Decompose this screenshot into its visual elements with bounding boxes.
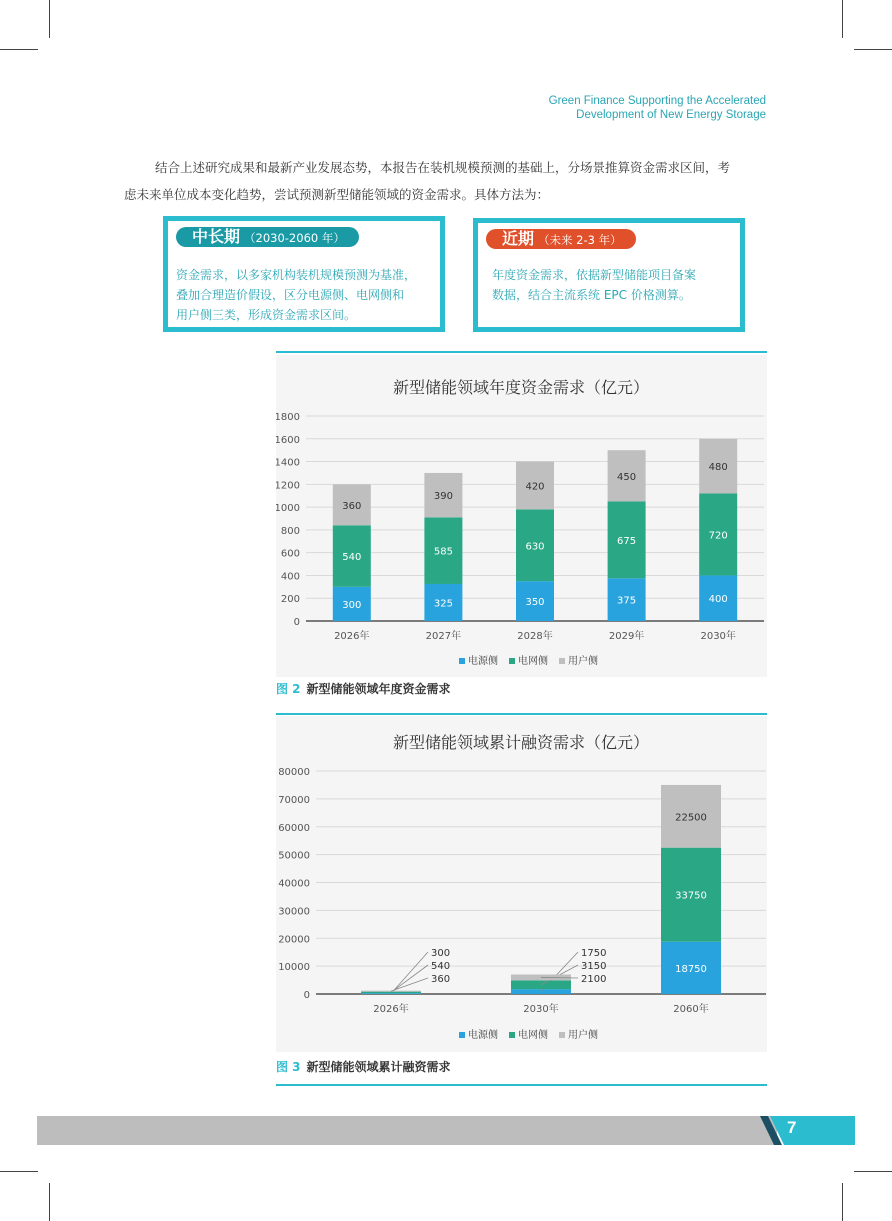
data-label: 390 — [433, 491, 453, 503]
figure-2-bottom-rule — [276, 713, 767, 715]
cumulative-financing-chart — [276, 716, 767, 1052]
data-label: 480 — [708, 462, 728, 474]
long-term-tag-period: （2030-2060 年） — [244, 231, 345, 245]
x-tick-label: 2028年 — [517, 631, 553, 642]
figure-3-title: 新型储能领域累计融资需求 — [306, 1060, 451, 1074]
legend-swatch — [459, 1032, 465, 1038]
leader-line — [391, 952, 428, 994]
running-header — [549, 94, 766, 122]
data-label: 675 — [617, 535, 637, 547]
data-label: 325 — [433, 598, 453, 610]
data-label: 300 — [431, 948, 451, 959]
crop-mark — [854, 1171, 892, 1172]
y-tick-label: 1600 — [276, 434, 300, 446]
legend-label: 用户侧 — [568, 656, 598, 667]
y-tick-label: 400 — [280, 571, 300, 583]
legend-swatch — [559, 658, 565, 664]
long-term-tag — [176, 227, 359, 247]
y-tick-label: 1200 — [276, 480, 300, 492]
data-label: 375 — [617, 595, 637, 607]
long-term-box — [163, 216, 445, 332]
chart-title: 新型储能领域累计融资需求（亿元） — [392, 733, 650, 752]
data-label: 420 — [525, 481, 545, 493]
leader-line — [391, 978, 428, 991]
x-tick-label: 2029年 — [608, 631, 645, 642]
long-term-text-line: 叠加合理造价假设，区分电源侧、电网侧和 — [176, 288, 405, 302]
leader-line — [391, 965, 428, 992]
intro-line-1: 结合上述研究成果和最新产业发展态势，本报告在装机规模预测的基础上，分场景推算资金需求区间，考 — [155, 160, 731, 175]
near-term-text-line: 数据，结合主流系统 EPC 价格测算。 — [492, 288, 691, 302]
legend-label: 电源侧 — [468, 656, 498, 667]
crop-mark — [49, 0, 50, 38]
near-term-tag-title: 近期 — [502, 229, 535, 248]
y-tick-label: 30000 — [278, 906, 310, 918]
data-label: 33750 — [675, 890, 707, 902]
y-tick-label: 0 — [303, 990, 310, 1001]
data-label: 450 — [617, 471, 637, 483]
y-tick-label: 200 — [280, 594, 300, 606]
long-term-text-line: 用户侧三类，形成资金需求区间。 — [176, 308, 357, 322]
y-tick-label: 50000 — [278, 850, 310, 862]
y-tick-label: 60000 — [278, 822, 310, 834]
figure-3-caption — [276, 1058, 451, 1075]
figure-2-chart-area — [276, 355, 767, 677]
intro-line-2: 虑未来单位成本变化趋势，尝试预测新型储能领域的资金需求。具体方法为： — [124, 187, 550, 202]
crop-mark — [49, 1183, 50, 1221]
legend-label: 电网侧 — [518, 656, 548, 667]
x-tick-label: 2026年 — [334, 631, 370, 642]
x-tick-label: 2030年 — [523, 1004, 559, 1015]
figure-3-chart-area — [276, 716, 767, 1052]
long-term-tag-title: 中长期 — [192, 227, 241, 246]
figure-2-number: 图 2 — [276, 682, 301, 696]
data-label: 720 — [708, 530, 728, 542]
y-tick-label: 600 — [280, 548, 300, 560]
data-label: 2100 — [581, 974, 607, 985]
legend-label: 电网侧 — [518, 1030, 548, 1041]
y-tick-label: 80000 — [278, 767, 310, 778]
x-tick-label: 2027年 — [425, 631, 462, 642]
footer-bar — [37, 1116, 777, 1145]
y-tick-label: 10000 — [278, 962, 310, 974]
crop-mark — [842, 1183, 843, 1221]
y-tick-label: 800 — [280, 525, 300, 537]
near-term-tag — [486, 229, 636, 249]
figure-2-caption — [276, 680, 451, 697]
near-term-text — [492, 265, 742, 305]
legend-swatch — [509, 1032, 515, 1038]
y-tick-label: 70000 — [278, 794, 310, 806]
y-tick-label: 1800 — [276, 412, 300, 423]
legend-swatch — [459, 658, 465, 664]
long-term-text — [176, 265, 438, 325]
data-label: 540 — [342, 552, 362, 564]
intro-paragraph — [124, 154, 770, 208]
figure-3-bottom-rule — [276, 1084, 767, 1086]
y-tick-label: 1400 — [276, 457, 300, 469]
y-tick-label: 0 — [293, 617, 300, 628]
data-label: 630 — [525, 541, 545, 553]
crop-mark — [0, 1171, 38, 1172]
running-header-line2: Development of New Energy Storage — [576, 109, 766, 121]
page-number: 7 — [787, 1118, 797, 1137]
near-term-text-line: 年度资金需求，依据新型储能项目备案 — [492, 268, 697, 282]
data-label: 360 — [431, 974, 451, 985]
legend-label: 电源侧 — [468, 1030, 498, 1041]
data-label: 350 — [525, 597, 545, 609]
legend-swatch — [509, 658, 515, 664]
figure-2-top-rule — [276, 351, 767, 353]
legend-label: 用户侧 — [568, 1030, 598, 1041]
long-term-text-line: 资金需求，以多家机构装机规模预测为基准， — [176, 268, 417, 282]
chart-title: 新型储能领域年度资金需求（亿元） — [392, 378, 650, 397]
x-tick-label: 2026年 — [373, 1004, 409, 1015]
data-label: 360 — [342, 500, 362, 512]
x-tick-label: 2030年 — [700, 631, 736, 642]
crop-mark — [0, 49, 38, 50]
x-tick-label: 2060年 — [673, 1004, 709, 1015]
data-label: 3150 — [581, 961, 607, 972]
near-term-box — [473, 218, 745, 332]
legend-swatch — [559, 1032, 565, 1038]
data-label: 540 — [431, 961, 451, 972]
page-number-tab — [760, 1116, 855, 1145]
y-tick-label: 40000 — [278, 878, 310, 890]
running-header-line1: Green Finance Supporting the Accelerated — [548, 95, 766, 107]
data-label: 585 — [433, 546, 453, 558]
y-tick-label: 1000 — [276, 503, 300, 515]
figure-3-number: 图 3 — [276, 1060, 301, 1074]
data-label: 22500 — [675, 812, 707, 824]
y-tick-label: 20000 — [278, 934, 310, 946]
crop-mark — [842, 0, 843, 38]
data-label: 1750 — [581, 948, 607, 959]
figure-2-title: 新型储能领域年度资金需求 — [306, 682, 451, 696]
crop-mark — [854, 49, 892, 50]
data-label: 300 — [342, 599, 362, 611]
annual-funding-chart — [276, 355, 767, 677]
data-label: 400 — [708, 594, 728, 606]
data-label: 18750 — [675, 963, 707, 975]
near-term-tag-period: （未来 2-3 年） — [538, 233, 622, 247]
